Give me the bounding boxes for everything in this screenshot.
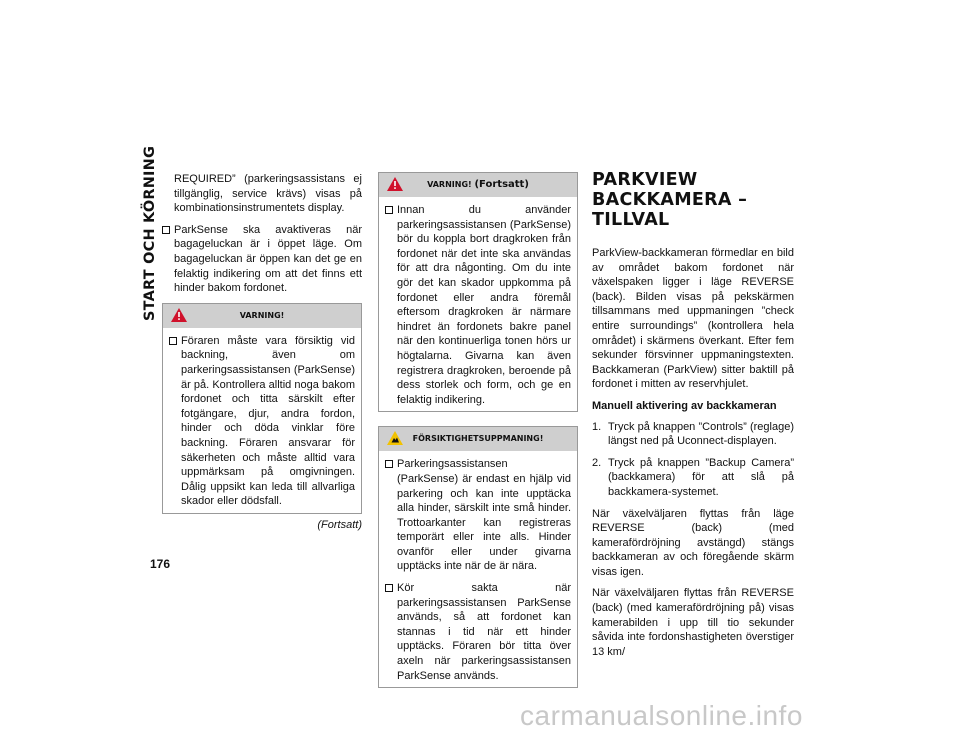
- warning-box: [378, 172, 578, 412]
- square-bullet-icon: [385, 460, 393, 468]
- warning-text: Föraren måste vara försiktig vid backning, även om parkeringsassistansen (ParkSense) är på. Kontrollera alltid noga bakom fordonet och titta särskilt efter fotgängare, djur, andra fordon, hinder och döda vinklar före backning. Föraren ansvarar för säkerheten och måste alltid vara uppmärksam på omgivningen. Dålig uppsikt kan leda till allvarliga skador eller dödsfall.: [181, 334, 355, 508]
- list-item: [162, 223, 362, 296]
- caution-box: [378, 426, 578, 688]
- column-2: [378, 172, 578, 692]
- warning-title-text: VARNING!: [427, 180, 472, 189]
- caution-title: FÖRSIKTIGHETSUPPMANING!: [412, 434, 544, 444]
- paragraph: När växelväljaren flyttas från REVERSE (back) (med kamerafördröjning på) visas kamerabilden i upp till tio sekunder såvida inte fordonshastigheten överstiger 13 km/: [592, 587, 794, 658]
- warning-box: [162, 303, 362, 514]
- caution-text-2: Kör sakta när parkeringsassistansen ParkSense används, så att fordonet kan stannas i tid när ett hinder upptäcks. Föraren bör titta över axeln när parkeringsassistansen ParkSense används.: [397, 582, 571, 682]
- list-item: [385, 203, 571, 407]
- section-side-tab: [140, 145, 160, 325]
- warning-header: [379, 173, 577, 197]
- column-1: [162, 172, 362, 532]
- column-3: [592, 170, 794, 666]
- square-bullet-icon: [385, 584, 393, 592]
- list-item: [169, 334, 355, 509]
- caution-text-1: Parkeringsassistansen (ParkSense) är endast en hjälp vid parkering och kan inte upptäcka alla hinder, särskilt inte små hinder. Trottoarkanter kan registreras temporärt eller inte alls. Hinder ovanför eller under givarna upptäcks inte när de är nära.: [397, 458, 571, 573]
- warning-title: VARNING!: [239, 310, 285, 320]
- continued-label: (Fortsatt): [317, 518, 362, 531]
- numbered-step: [592, 456, 794, 500]
- step-text: Tryck på knappen ”Controls” (reglage) längst ned på Uconnect-displayen.: [608, 420, 794, 448]
- square-bullet-icon: [169, 337, 177, 345]
- paragraph: När växelväljaren flyttas från läge REVERSE (back) (med kamerafördröjning avstängd) stängs backkameran av och föregående skärm visas igen.: [592, 507, 794, 578]
- section-heading: PARKVIEW BACKKAMERA – TILLVAL: [592, 170, 748, 230]
- warning-title: [379, 178, 577, 193]
- step-text: Tryck på knappen ”Backup Camera” (backkamera) för att slå på backkamera-systemet.: [608, 456, 794, 498]
- section-title: START OCH KÖRNING: [142, 145, 158, 321]
- intro-text: REQUIRED” (parkeringsassistans ej tillgänglig, service krävs) visas på kombinationsinstrumentets display.: [174, 173, 362, 215]
- watermark: carmanualsonline.info: [520, 700, 803, 731]
- square-bullet-icon: [385, 206, 393, 214]
- step-number: 2.: [592, 456, 602, 469]
- warning-text: Innan du använder parkeringsassistansen (ParkSense) bör du koppla bort dragkroken från fordonet när det inte ska användas för att dra någonting. Om du inte gör det kan skador uppkomma på fordonet eller andra föremål eftersom dragkroken är närmare hindret än fordonets bakre panel när den kontinuerliga tonen hörs ur högtalarna. Givarna kan även registrera dragkroken, beroende på dess storlek och form, och ge en felaktig indikering.: [397, 204, 571, 406]
- warning-header: [163, 304, 361, 328]
- caution-header: [379, 427, 577, 451]
- step-number: 1.: [592, 420, 602, 433]
- list-item: [385, 581, 571, 683]
- list-item-text: ParkSense ska avaktiveras när bagageluckan är i öppet läge. Om bagageluckan är öppen kan det ge en felaktig indikering om att det finns ett hinder bakom fordonet.: [174, 223, 362, 295]
- subheading: Manuell aktivering av backkameran: [592, 399, 777, 412]
- list-item: [385, 457, 571, 574]
- numbered-step: [592, 420, 794, 449]
- page-number: 176: [150, 557, 171, 571]
- square-bullet-icon: [162, 226, 170, 234]
- warning-continued-text: (Fortsatt): [474, 179, 529, 190]
- paragraph: ParkView-backkameran förmedlar en bild av området bakom fordonet när växelspaken ligger i läge REVERSE (back). Bilden visas på pekskärmen tillsammans med uppmaningen ”check entire surroundings” (kontrollera hela området) i skärmens överkant. Efter fem sekunder försvinner uppmaningstexten. Backkameran (ParkView) sitter baktill på fordonet i mitten av reservhjulet.: [592, 247, 794, 391]
